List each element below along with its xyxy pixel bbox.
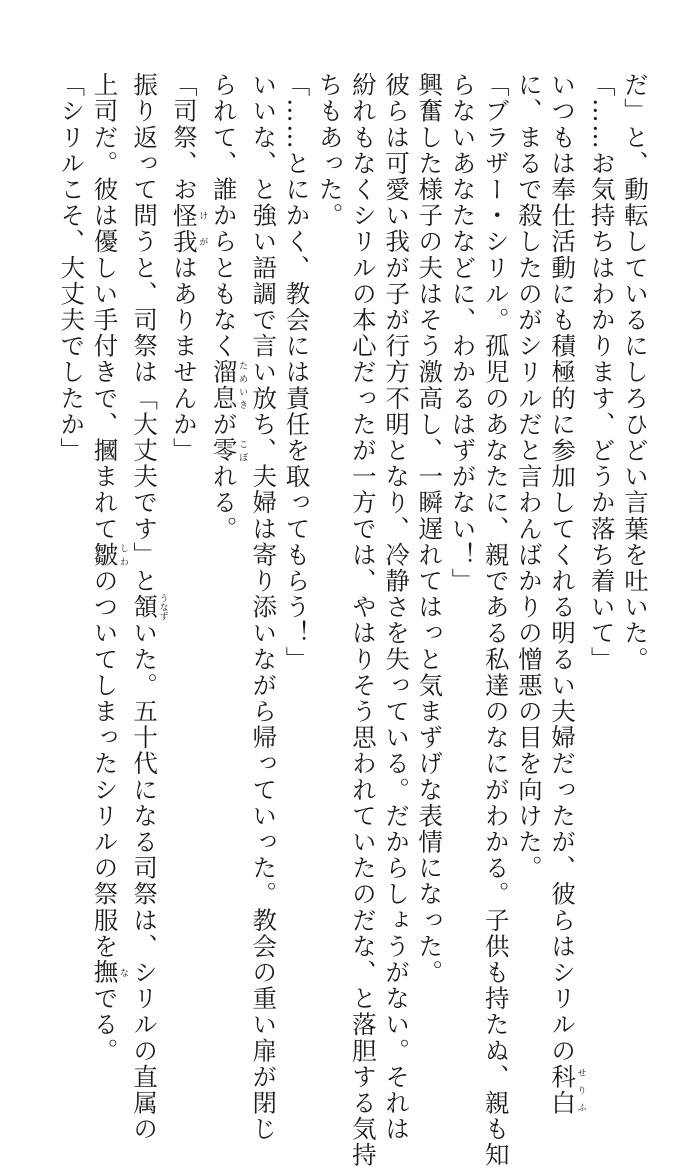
text-line — [380, 72, 413, 1143]
text-line — [88, 72, 128, 1064]
text-line — [546, 72, 586, 1117]
text-run: 「シリルこそ、大丈夫でしたか」 — [57, 72, 87, 464]
text-run: だ」と、動転しているにしろひどい言葉を吐いた。 — [621, 72, 650, 673]
vertical-text-body — [55, 72, 652, 1168]
text-line — [413, 72, 446, 986]
text-run: らないあなたなどに、わかるはずがない！」 — [448, 72, 478, 594]
ruby-base: 怪我 — [169, 202, 199, 255]
ruby-annotation — [130, 593, 168, 621]
text-run: 振り返って問うと、司祭は「大丈夫です」と — [130, 72, 160, 594]
ruby-reading: けが — [197, 202, 208, 255]
text-line — [347, 72, 380, 1168]
text-run: られて、誰からともなく — [209, 72, 239, 360]
text-run: 上司だ。彼は優しい手付きで、摑まれて — [90, 72, 120, 542]
text-run: はありませんか」 — [169, 254, 199, 464]
ruby-annotation — [90, 959, 128, 986]
text-run: に、まるで殺したのがシリルだと言わんばかりの憎悪の目を向けた。 — [514, 72, 544, 882]
text-line — [207, 72, 247, 952]
text-run: でる。 — [90, 985, 120, 1064]
ruby-annotation — [209, 359, 248, 412]
text-run: 「ブラザー・シリル。孤児のあなたに、親である私達のなにがわかる。子供も持たぬ、親も知 — [481, 72, 511, 1168]
text-run: 彼らは可愛い我が子が行方不明となり、冷静さを失っている。だからしょうがない。それは — [382, 72, 412, 1143]
text-line — [280, 72, 313, 952]
ruby-reading: しわ — [117, 541, 128, 568]
text-run: いた。五十代になる司祭は、シリルの直属の — [130, 620, 160, 1143]
ruby-annotation — [169, 202, 208, 255]
text-run: 紛れもなくシリルの本心だったが一方では、やはりそう思われていたのだな、と落胆する気持 — [348, 72, 378, 1168]
text-run: 「……とにかく、教会には責任を取ってもらう！」 — [282, 72, 312, 673]
ruby-base: 皺 — [90, 541, 120, 568]
text-run: いつもは奉仕活動にも積極的に参加してくれる明るい夫婦だったが、彼らはシリルの — [548, 72, 578, 1064]
ruby-base: 科白 — [548, 1063, 578, 1117]
text-line — [128, 72, 168, 1143]
text-line — [513, 72, 546, 952]
ruby-reading: ためいき — [237, 359, 248, 412]
ruby-annotation — [90, 541, 128, 568]
text-run: 「……お気持ちはわかります、どうか落ち着いて」 — [587, 72, 617, 673]
ruby-annotation — [209, 437, 248, 464]
ruby-base: 撫 — [90, 959, 120, 986]
text-line — [168, 72, 208, 952]
ruby-annotation — [548, 1063, 586, 1117]
text-run: いいな、と強い語調で言い放ち、夫婦は寄り添いながら帰っていった。教会の重い扉が閉じ — [249, 72, 279, 1143]
text-run: のついてしまったシリルの祭服を — [90, 567, 120, 960]
text-line — [479, 72, 512, 1168]
text-line — [247, 72, 280, 1143]
text-line — [586, 72, 619, 952]
text-line — [55, 72, 88, 952]
ruby-base: 零 — [209, 437, 239, 464]
ruby-base: 溜息 — [209, 359, 239, 412]
ruby-reading: こぼ — [237, 437, 248, 464]
text-run: ちもあった。 — [315, 72, 345, 229]
text-run: 興奮した様子の夫はそう激高し、一瞬遅れてはっと気まずげな表情になった。 — [415, 72, 445, 986]
ruby-reading: せりふ — [575, 1063, 586, 1116]
text-line — [313, 72, 346, 952]
ruby-reading: な — [117, 959, 128, 986]
ruby-base: 頷 — [130, 593, 160, 621]
text-run: 「司祭、お — [169, 72, 199, 203]
text-line — [619, 72, 652, 952]
text-run: が — [209, 411, 239, 438]
ruby-reading: うなず — [157, 593, 168, 621]
text-run: れる。 — [209, 463, 239, 542]
text-line — [446, 72, 479, 952]
